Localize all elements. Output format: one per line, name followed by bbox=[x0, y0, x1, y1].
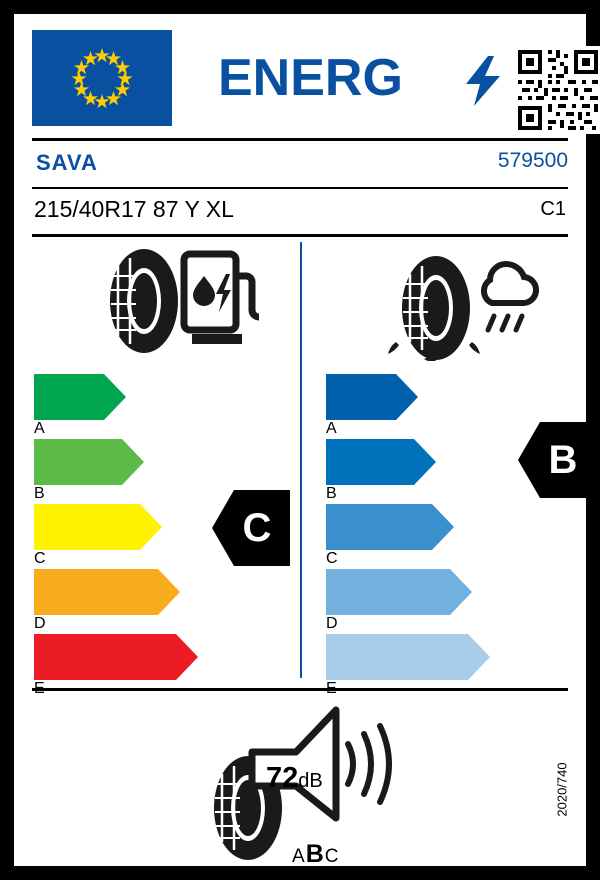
regulation-reference-text: 2020/740 bbox=[554, 762, 570, 817]
grade-arrow-b bbox=[326, 439, 436, 485]
divider-middle bbox=[32, 187, 568, 189]
fuel-grade-scale bbox=[34, 374, 198, 699]
grade-row bbox=[34, 634, 198, 697]
grade-row bbox=[326, 439, 490, 502]
grade-arrow-a bbox=[326, 374, 418, 420]
grade-letter: C bbox=[326, 550, 338, 567]
lightning-bolt-icon bbox=[464, 56, 504, 106]
grade-row bbox=[326, 569, 490, 632]
grade-row bbox=[34, 504, 198, 567]
grade-arrow-e bbox=[34, 634, 198, 680]
brand-name: SAVA bbox=[36, 150, 98, 175]
noise-class-a: A bbox=[292, 846, 306, 867]
product-code: 579500 bbox=[497, 149, 568, 172]
eu-flag-icon bbox=[32, 30, 172, 126]
noise-level-value bbox=[266, 762, 323, 795]
grade-letter: A bbox=[326, 420, 337, 437]
noise-class-scale bbox=[292, 840, 339, 869]
grade-letter: E bbox=[34, 680, 45, 697]
divider-bottom bbox=[32, 234, 568, 237]
grade-letter: A bbox=[34, 420, 45, 437]
fuel-efficiency-result-badge bbox=[212, 490, 290, 566]
grade-row bbox=[34, 374, 198, 437]
divider-top bbox=[32, 138, 568, 141]
label-header bbox=[32, 30, 568, 130]
grade-letter: C bbox=[34, 550, 46, 567]
grade-letter: B bbox=[326, 485, 337, 502]
wet-grip-grade-scale bbox=[326, 374, 490, 699]
panel-divider bbox=[300, 242, 302, 678]
rain-cloud-tyre-icon bbox=[384, 246, 544, 361]
grade-letter: D bbox=[34, 615, 46, 632]
noise-class-c: C bbox=[324, 846, 340, 867]
noise-class-selected: B bbox=[305, 840, 325, 868]
regulation-reference bbox=[554, 732, 572, 852]
grade-letter: B bbox=[34, 485, 45, 502]
grade-row bbox=[326, 634, 490, 697]
energy-label-card bbox=[14, 14, 586, 866]
grade-arrow-b bbox=[34, 439, 144, 485]
qr-code-icon bbox=[514, 46, 600, 134]
noise-db-number: 72 bbox=[266, 762, 299, 794]
grade-arrow-d bbox=[326, 569, 472, 615]
wet-grip-result-badge bbox=[518, 422, 596, 498]
tyre-size: 215/40R17 87 Y XL bbox=[34, 196, 234, 222]
grade-arrow-d bbox=[34, 569, 180, 615]
grade-row bbox=[326, 504, 490, 567]
tyre-class-code: C1 bbox=[540, 198, 566, 220]
grade-letter: E bbox=[326, 680, 337, 697]
wet-result-letter: B bbox=[548, 438, 578, 482]
grade-row bbox=[34, 569, 198, 632]
fuel-result-letter: C bbox=[242, 506, 272, 550]
grade-letter: D bbox=[326, 615, 338, 632]
grade-row bbox=[34, 439, 198, 502]
grade-arrow-a bbox=[34, 374, 126, 420]
page-title: ENERG bbox=[218, 49, 403, 107]
grade-arrow-c bbox=[326, 504, 454, 550]
noise-db-unit: dB bbox=[298, 770, 323, 792]
grade-row bbox=[326, 374, 490, 437]
grade-arrow-c bbox=[34, 504, 162, 550]
fuel-pump-tyre-icon bbox=[92, 246, 262, 356]
grade-arrow-e bbox=[326, 634, 490, 680]
